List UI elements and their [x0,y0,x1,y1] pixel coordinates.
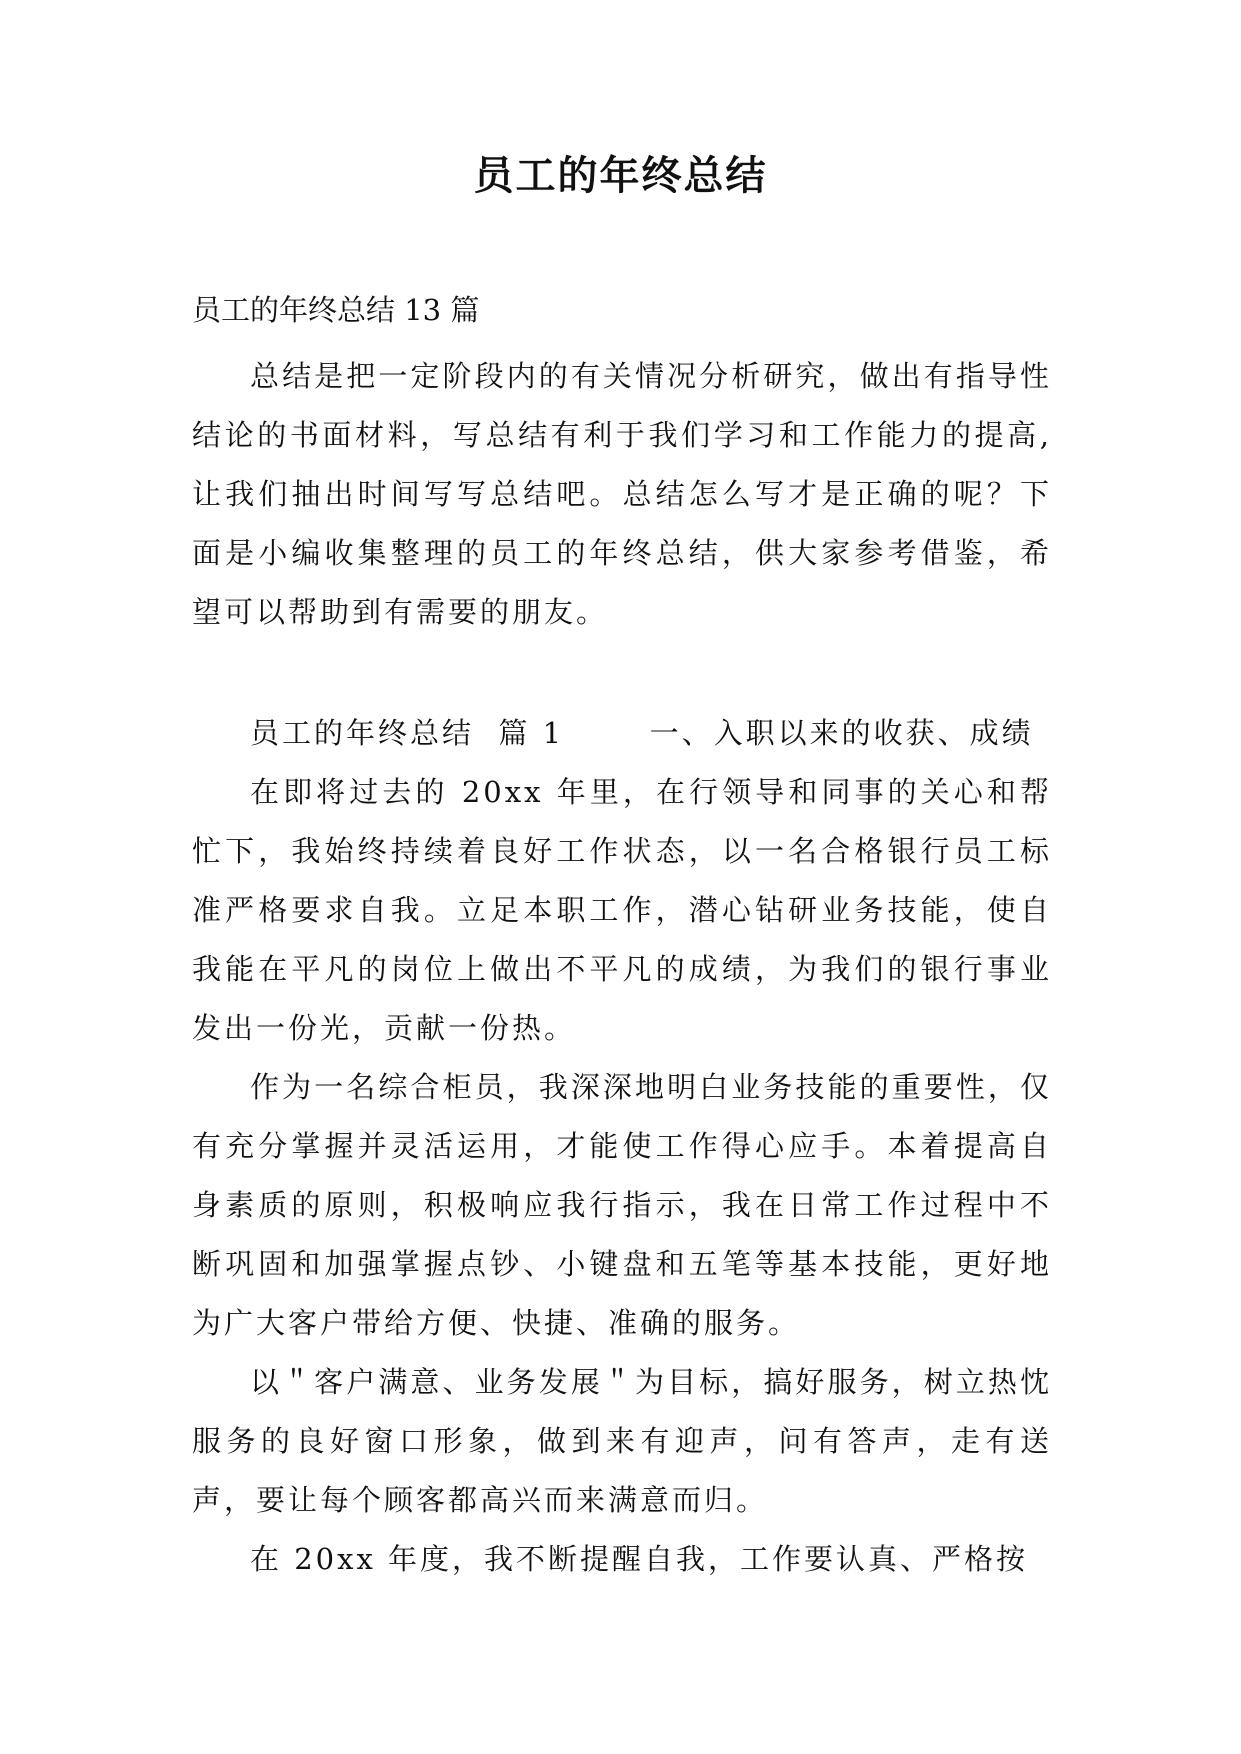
document-body [192,347,1052,1589]
paragraph-spacer [192,642,1052,704]
section-heading: 员工的年终总结 篇 1 一、入职以来的收获、成绩 [250,716,1034,750]
document-subtitle: 员工的年终总结 13 篇 [192,293,480,327]
intro-paragraph: 总结是把一定阶段内的有关情况分析研究，做出有指导性结论的书面材料，写总结有利于我们学习和工作能力的提高,让我们抽出时间写写总结吧。总结怎么写才是正确的呢？下面是小编收集整理的员工的年终总结，供大家参考借鉴，希望可以帮助到有需要的朋友。 [192,359,1052,629]
body-paragraph-4: 在 20xx 年度，我不断提醒自我，工作要认真、严格按 [250,1542,1029,1576]
body-paragraph-3: 以＂客户满意、业务发展＂为目标，搞好服务，树立热忱服务的良好窗口形象，做到来有迎声，问有答声，走有送声，要让每个顾客都高兴而来满意而归。 [192,1365,1052,1517]
body-paragraph-2: 作为一名综合柜员，我深深地明白业务技能的重要性，仅有充分掌握并灵活运用，才能使工作得心应手。本着提高自身素质的原则，积极响应我行指示，我在日常工作过程中不断巩固和加强掌握点钞、小键盘和五笔等基本技能，更好地为广大客户带给方便、快捷、准确的服务。 [192,1070,1052,1340]
body-paragraph-1: 在即将过去的 20xx 年里，在行领导和同事的关心和帮忙下，我始终持续着良好工作状态，以一名合格银行员工标准严格要求自我。立足本职工作，潜心钻研业务技能，使自我能在平凡的岗位上做出不平凡的成绩，为我们的银行事业发出一份光，贡献一份热。 [192,775,1052,1045]
document-title: 员工的年终总结 [473,153,768,199]
